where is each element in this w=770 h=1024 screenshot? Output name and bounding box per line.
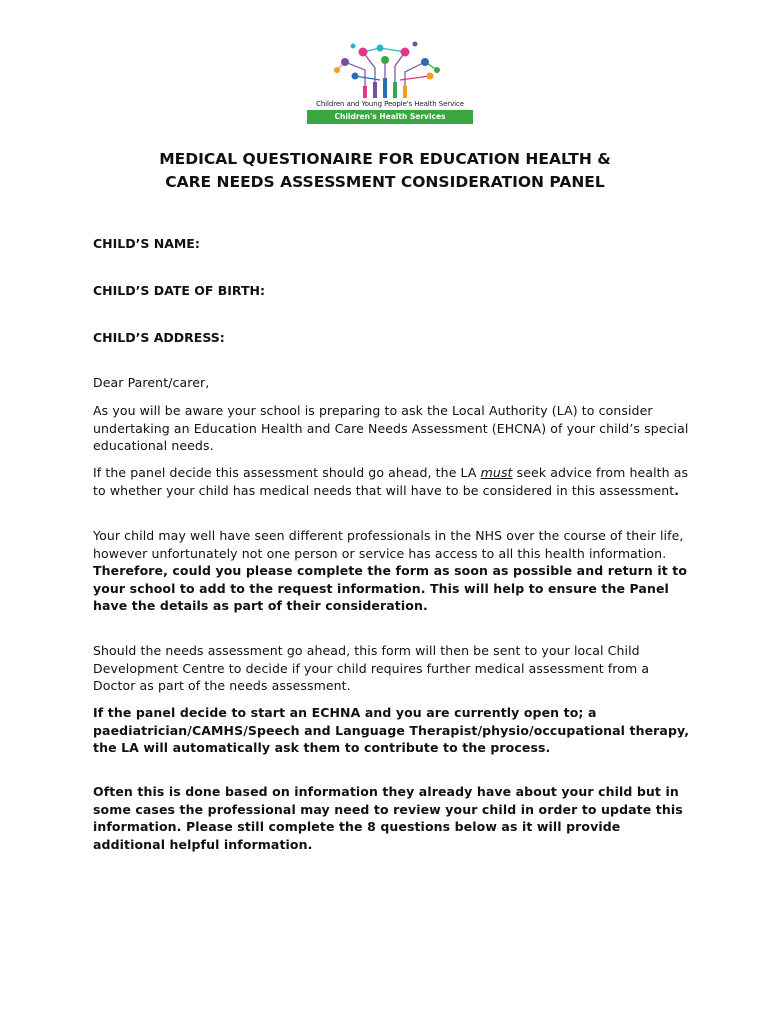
tree-logo-icon [305,40,475,102]
letter-greeting: Dear Parent/carer, [93,375,210,390]
paragraph-1: As you will be aware your school is preparing to ask the Local Authority (LA) to consider undertaking an Education Health and Care Needs Assessment (EHCNA) of your child’s special educational needs. [93,403,689,454]
page-title [80,148,690,194]
child-dob-label: CHILD’S DATE OF BIRTH: [93,283,265,298]
title-line-1: MEDICAL QUESTIONAIRE FOR EDUCATION HEALTH & [159,150,611,168]
logo [305,40,475,127]
logo-banner: Children's Health Services [307,110,473,124]
paragraph-3-regular: Your child may well have seen different professionals in the NHS over the course of their life, however unfortunately not one person or service has access to all this health information. [93,528,684,561]
paragraph-2-period: . [674,482,680,498]
paragraph-2-end: seek advice from health as to whether your child has medical needs that will have to be considered in this assessment [93,465,689,498]
paragraph-6: Often this is done based on information they already have about your child but in some cases the professional may need to review your child in order to update this information. Please still complete the 8 questions below as it will provide additional helpful information. [93,784,683,852]
logo-tagline: Children and Young People's Health Service [316,100,464,108]
paragraph-3 [93,527,693,615]
paragraph-2 [93,464,693,499]
child-address-label: CHILD’S ADDRESS: [93,330,225,345]
child-name-label: CHILD’S NAME: [93,236,200,251]
must-emphasis: must [480,465,513,480]
paragraph-2-start: If the panel decide this assessment should go ahead, the LA [93,465,481,480]
paragraph-5: If the panel decide to start an ECHNA and you are currently open to; a paediatrician/CAMHS/Speech and Language Therapist/physio/occupational therapy, the LA will automatically ask them to contribute to the process. [93,705,690,756]
paragraph-3-request: Therefore, could you please complete the form as soon as possible and return it to your school to add to the request information. This will help to ensure the Panel have the details as part of their consideration. [93,563,688,614]
title-line-2: CARE NEEDS ASSESSMENT CONSIDERATION PANEL [165,173,605,191]
paragraph-4: Should the needs assessment go ahead, this form will then be sent to your local Child Development Centre to decide if your child requires further medical assessment from a Doctor as part of the needs assessment. [93,643,650,694]
